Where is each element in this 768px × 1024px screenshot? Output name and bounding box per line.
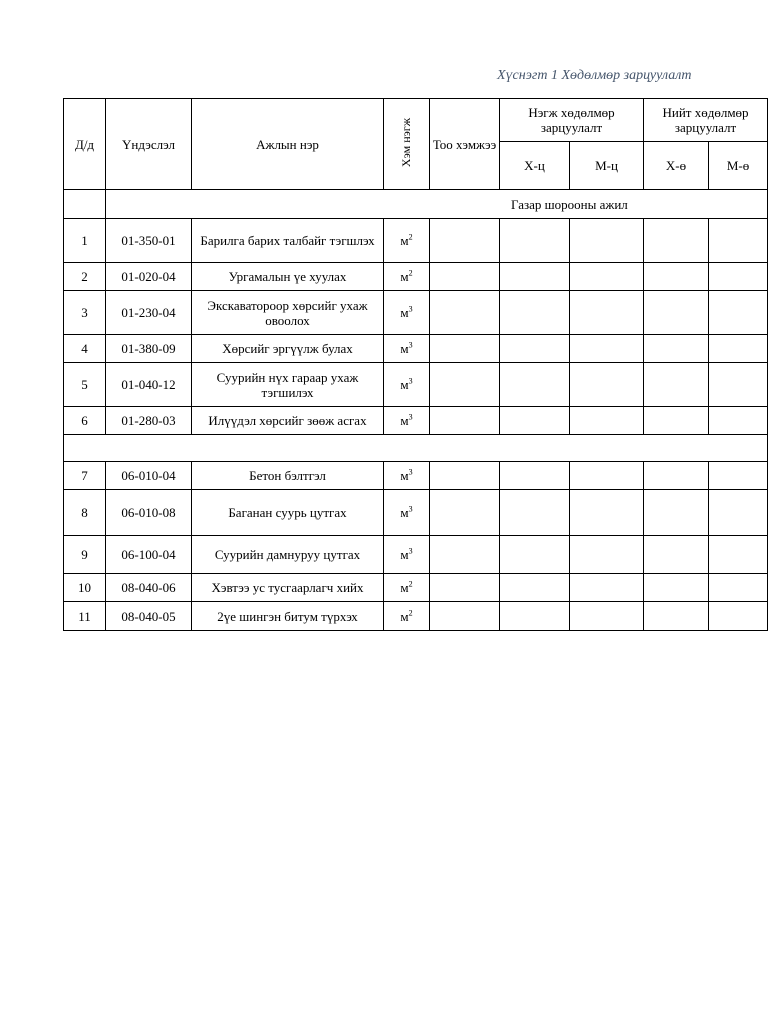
row-quantity [430,219,500,263]
row-total-labor-ho [644,407,709,435]
row-no: 11 [64,602,106,631]
row-unit-base: м [400,608,409,624]
row-quantity [430,407,500,435]
row-code: 08-040-06 [106,574,192,602]
row-unit [384,490,430,536]
row-unit-exponent: 3 [408,546,413,556]
row-total-labor-ho [644,574,709,602]
section-row-no [64,190,106,219]
row-no: 10 [64,574,106,602]
table-row [64,219,768,263]
row-code: 01-020-04 [106,263,192,291]
row-unit-base: м [400,269,409,284]
row-total-labor-ho [644,363,709,407]
row-unit-labor-hts [500,462,570,490]
row-work-name: Экскаватороор хөрсийг ухаж овоолох [192,291,384,335]
row-code: 06-100-04 [106,536,192,574]
row-work-name: Бетон бэлтгэл [192,462,384,490]
table-row [64,335,768,363]
row-work-name: Хөрсийг эргүүлж булах [192,335,384,363]
row-total-labor-ho [644,536,709,574]
table-body [64,190,768,631]
row-unit-labor-mts [570,536,644,574]
row-quantity [430,574,500,602]
row-unit-labor-mts [570,462,644,490]
table-row [64,462,768,490]
header-total-labor-ho: Х-ө [644,142,709,190]
row-unit-exponent: 2 [408,232,413,242]
row-total-labor-mo [709,291,768,335]
row-unit [384,407,430,435]
row-no: 1 [64,219,106,263]
table-row [64,536,768,574]
row-unit-base: м [400,505,409,520]
row-unit-base: м [400,468,409,483]
row-unit-labor-mts [570,335,644,363]
row-unit-labor-mts [570,363,644,407]
row-total-labor-ho [644,335,709,363]
row-quantity [430,462,500,490]
header-unit-labor: Нэгж хөдөлмөр зарцуулалт [500,99,644,142]
row-unit [384,291,430,335]
row-unit [384,462,430,490]
row-quantity [430,602,500,631]
row-quantity [430,263,500,291]
row-unit-labor-hts [500,291,570,335]
row-unit [384,574,430,602]
row-total-labor-ho [644,462,709,490]
row-unit-labor-mts [570,263,644,291]
row-no: 2 [64,263,106,291]
row-total-labor-mo [709,462,768,490]
row-total-labor-mo [709,407,768,435]
header-total-labor: Нийт хөдөлмөр зарцуулалт [644,99,768,142]
section-row [64,190,768,219]
header-basis: Үндэслэл [106,99,192,190]
row-unit-base: м [400,580,409,595]
header-unit-label: Хэм нэгж [399,117,413,168]
row-code: 01-230-04 [106,291,192,335]
section-row-blank [64,435,768,462]
row-unit-base: м [400,341,409,356]
section-title-blank [64,435,768,462]
row-total-labor-mo [709,263,768,291]
row-unit-labor-hts [500,490,570,536]
table-caption: Хүснэгт 1 Хөдөлмөр зарцуулалт [497,68,692,83]
row-unit-base: м [400,547,409,562]
row-unit-labor-hts [500,574,570,602]
row-no: 3 [64,291,106,335]
row-unit-exponent: 2 [408,608,413,618]
row-work-name: Баганан суурь цутгах [192,490,384,536]
row-unit [384,536,430,574]
row-quantity [430,335,500,363]
labor-table [63,98,768,631]
row-unit [384,219,430,263]
section-title: Газар шорооны ажил [106,190,768,219]
row-unit-labor-hts [500,219,570,263]
row-total-labor-mo [709,335,768,363]
row-unit-exponent: 3 [408,376,413,386]
row-unit-labor-mts [570,219,644,263]
row-unit-base: м [400,233,409,248]
header-unit-labor-mts: М-ц [570,142,644,190]
row-work-name: Суурийн нүх гараар ухаж тэгшилэх [192,363,384,407]
header-unit [384,99,430,190]
row-no: 7 [64,462,106,490]
row-unit [384,263,430,291]
row-unit-base: м [400,305,409,320]
row-total-labor-mo [709,490,768,536]
row-unit-labor-hts [500,536,570,574]
row-quantity [430,536,500,574]
header-no: Д/д [64,99,106,190]
row-total-labor-mo [709,574,768,602]
row-work-name: 2үе шингэн битум түрхэх [192,602,384,631]
row-total-labor-mo [709,363,768,407]
row-total-labor-ho [644,263,709,291]
table-row [64,407,768,435]
row-unit-labor-mts [570,490,644,536]
row-unit-base: м [400,413,409,428]
row-no: 5 [64,363,106,407]
header-unit-labor-hts: Х-ц [500,142,570,190]
header-quantity: Тоо хэмжээ [430,99,500,190]
row-unit-base: м [400,377,409,392]
row-unit-labor-mts [570,602,644,631]
row-unit-exponent: 2 [408,268,413,278]
table-row [64,490,768,536]
row-total-labor-ho [644,490,709,536]
row-unit-exponent: 3 [408,304,413,314]
row-code: 08-040-05 [106,602,192,631]
row-unit-labor-mts [570,291,644,335]
row-unit [384,363,430,407]
row-total-labor-ho [644,291,709,335]
row-unit [384,602,430,631]
row-code: 06-010-08 [106,490,192,536]
row-total-labor-ho [644,219,709,263]
row-code: 01-040-12 [106,363,192,407]
row-unit-labor-hts [500,602,570,631]
row-work-name: Барилга барих талбайг тэгшлэх [192,219,384,263]
row-unit [384,335,430,363]
row-no: 4 [64,335,106,363]
row-code: 01-280-03 [106,407,192,435]
row-no: 6 [64,407,106,435]
header-work-name: Ажлын нэр [192,99,384,190]
row-code: 06-010-04 [106,462,192,490]
table-row [64,574,768,602]
row-total-labor-ho [644,602,709,631]
row-total-labor-mo [709,219,768,263]
row-unit-labor-mts [570,407,644,435]
row-unit-labor-mts [570,574,644,602]
row-unit-exponent: 3 [408,467,413,477]
row-total-labor-mo [709,602,768,631]
table-row [64,263,768,291]
table-row [64,291,768,335]
row-unit-exponent: 3 [408,412,413,422]
row-unit-labor-hts [500,335,570,363]
row-quantity [430,291,500,335]
row-unit-exponent: 2 [408,579,413,589]
row-unit-labor-hts [500,263,570,291]
row-unit-labor-hts [500,407,570,435]
row-unit-exponent: 3 [408,504,413,514]
row-quantity [430,490,500,536]
row-work-name: Илүүдэл хөрсийг зөөж асгах [192,407,384,435]
table-row [64,602,768,631]
row-code: 01-350-01 [106,219,192,263]
header-total-labor-mo: М-ө [709,142,768,190]
row-no: 8 [64,490,106,536]
row-code: 01-380-09 [106,335,192,363]
row-unit-labor-hts [500,363,570,407]
row-work-name: Суурийн дамнуруу цутгах [192,536,384,574]
row-no: 9 [64,536,106,574]
row-total-labor-mo [709,536,768,574]
row-work-name: Хэвтээ ус тусгаарлагч хийх [192,574,384,602]
table-row [64,363,768,407]
row-work-name: Ургамалын үе хуулах [192,263,384,291]
row-unit-exponent: 3 [408,340,413,350]
row-quantity [430,363,500,407]
